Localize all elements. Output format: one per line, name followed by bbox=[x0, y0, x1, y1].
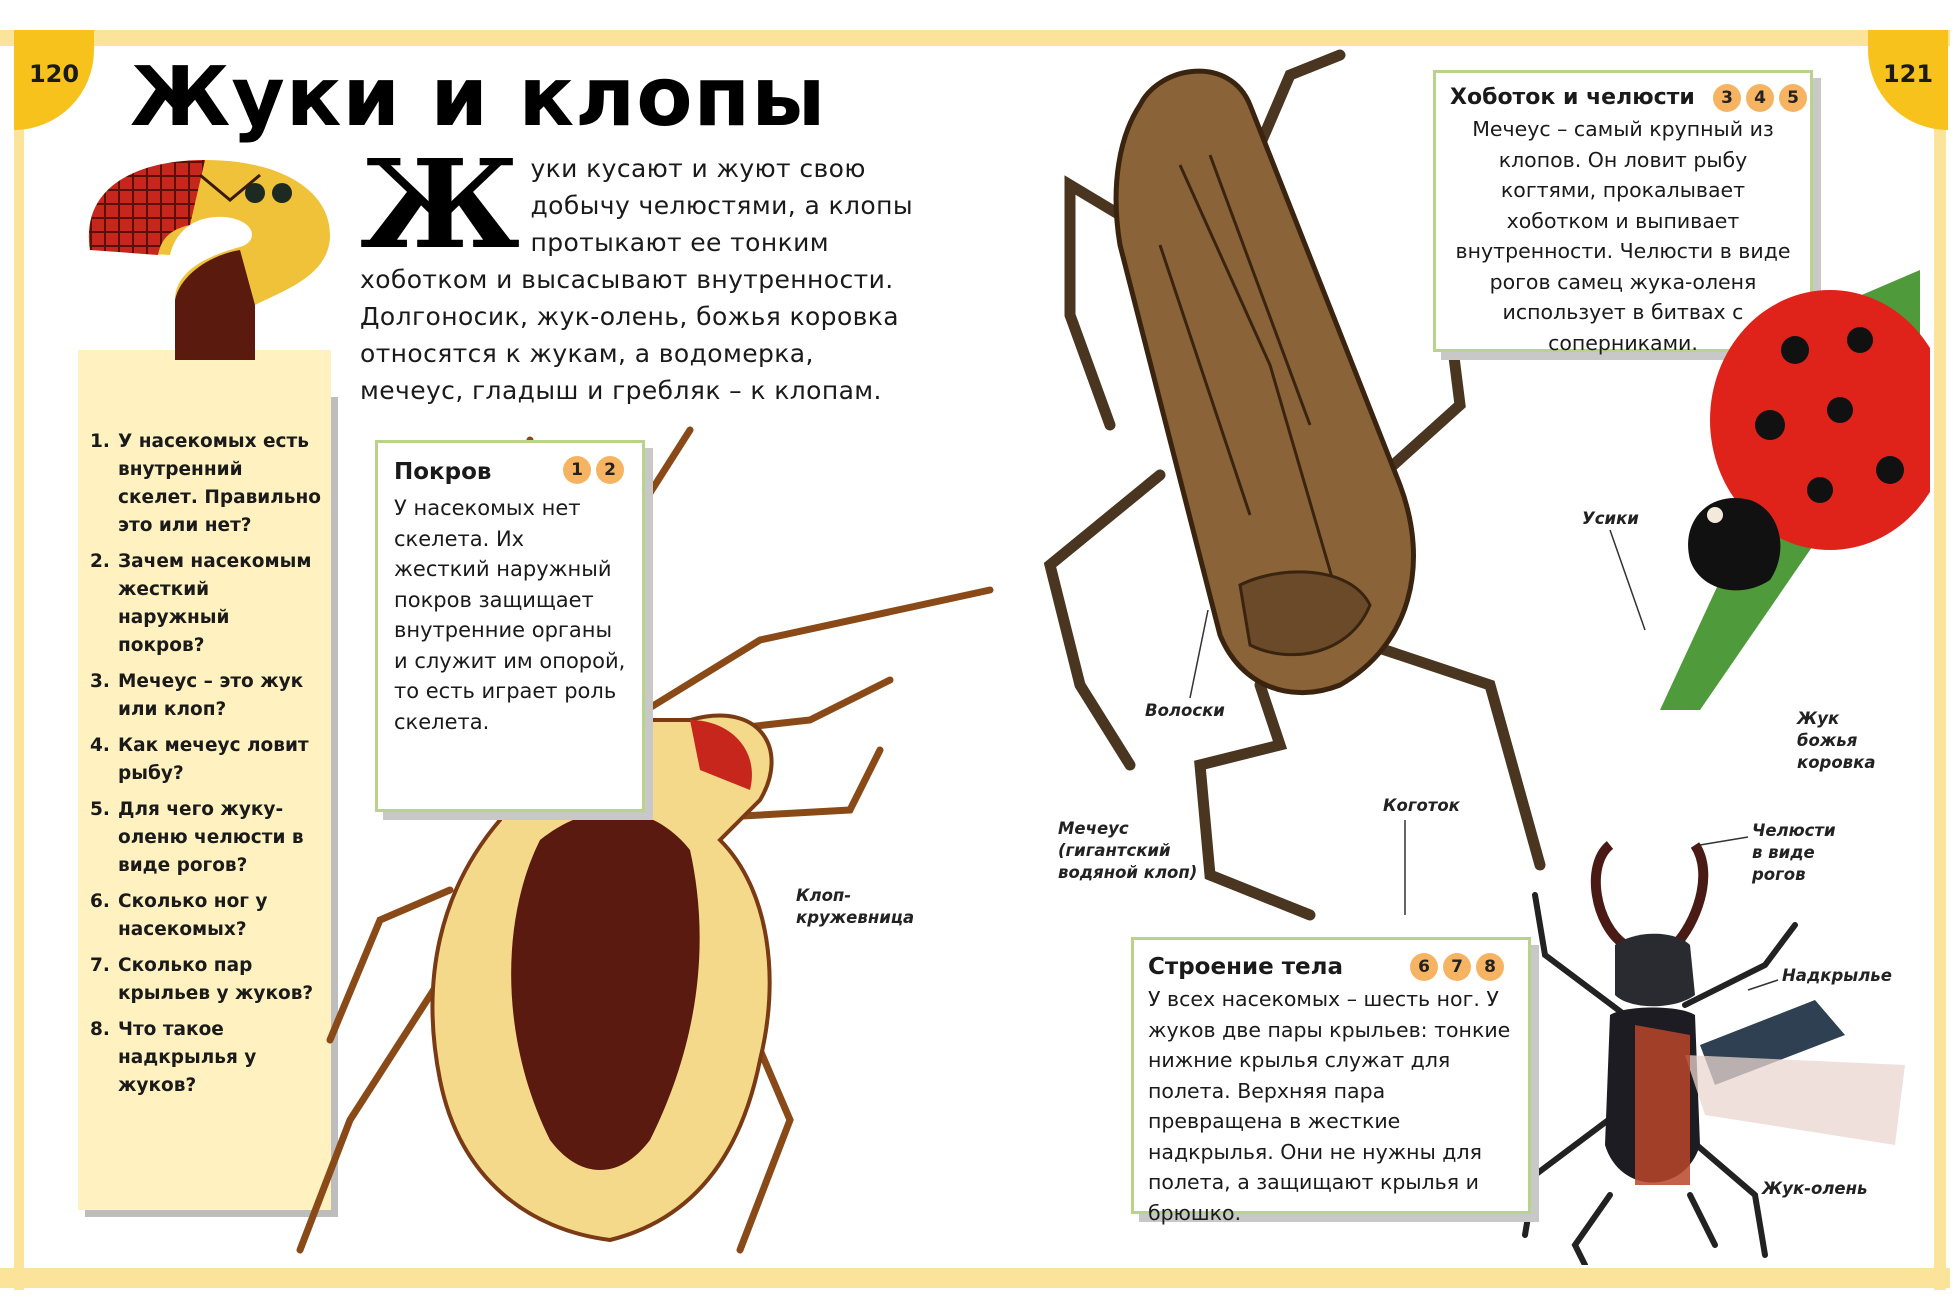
list-item: 7. Сколько пар крыльев у жуков? bbox=[90, 955, 314, 1004]
label-lace-bug: Клоп- кружевница bbox=[796, 886, 915, 927]
box-text: Мечеус – самый крупный из клопов. Он ловит рыбу когтями, прокалывает хоботком и выпивает внутренности. Челюсти в виде рогов самец жука-оленя использует в битвах с соперниками. bbox=[1455, 117, 1791, 355]
label-jaws: Челюсти в виде рогов bbox=[1752, 821, 1836, 884]
label-stag-beetle: Жук-олень bbox=[1762, 1179, 1868, 1198]
page-number-right: 121 bbox=[1868, 30, 1948, 130]
label-usiki: Усики bbox=[1582, 509, 1639, 528]
question-badge: 5 bbox=[1779, 84, 1807, 112]
list-item: 2. Зачем насекомым жесткий наружный покров? bbox=[90, 551, 312, 656]
question-badge: 7 bbox=[1443, 953, 1471, 981]
drop-cap: Ж bbox=[360, 132, 521, 276]
question-badge: 1 bbox=[563, 456, 591, 484]
page-number-left: 120 bbox=[14, 30, 94, 130]
list-item: 6. Сколько ног у насекомых? bbox=[90, 891, 268, 940]
list-item: 4. Как мечеус ловит рыбу? bbox=[90, 735, 309, 784]
question-badge: 8 bbox=[1476, 953, 1504, 981]
label-mecheus: Мечеус (гигантский водяной клоп) bbox=[1058, 819, 1198, 882]
label-ladybird: Жук божья коровка bbox=[1797, 709, 1876, 772]
question-badge: 2 bbox=[596, 456, 624, 484]
list-item: 1. У насекомых есть внутренний скелет. Правильно это или нет? bbox=[90, 431, 321, 536]
label-nadkrylye: Надкрылье bbox=[1782, 966, 1892, 985]
question-badge: 3 bbox=[1713, 84, 1741, 112]
label-voloski: Волоски bbox=[1145, 701, 1225, 720]
intro-text: уки кусают и жуют свою добычу челюстями, а клопы протыкают ее тонким хоботком и высасывают внутренности. Долгоносик, жук-олень, божья коровка относятся к жукам, а водомерка, мечеус, гладыш и гребляк – к клопам. bbox=[360, 154, 913, 405]
list-item: 5. Для чего жуку-оленю челюсти в виде рогов? bbox=[90, 799, 304, 876]
box-text: У всех насекомых – шесть ног. У жуков две пары крыльев: тонкие нижние крылья служат для полета. Верхняя пара превращена в жесткие надкрылья. Они не нужны для полета, а защищают крылья и брюшко. bbox=[1148, 987, 1511, 1225]
stag-beetle-illustration bbox=[1515, 815, 1930, 1265]
list-item: 8. Что такое надкрылья у жуков? bbox=[90, 1019, 257, 1096]
page-title: Жуки и клопы bbox=[130, 50, 827, 145]
question-badge: 6 bbox=[1410, 953, 1438, 981]
question-badge: 4 bbox=[1746, 84, 1774, 112]
box-title: Строение тела bbox=[1148, 954, 1343, 980]
box-text: У насекомых нет скелета. Их жесткий наружный покров защищает внутренние органы и служит им опорой, то есть играет роль скелета. bbox=[394, 496, 626, 734]
question-badges bbox=[1410, 953, 1504, 981]
list-item: 3. Мечеус – это жук или клоп? bbox=[90, 671, 304, 720]
box-title: Хоботок и челюсти bbox=[1450, 85, 1695, 110]
box-title: Покров bbox=[394, 459, 492, 485]
label-kogotok: Коготок bbox=[1383, 796, 1460, 815]
